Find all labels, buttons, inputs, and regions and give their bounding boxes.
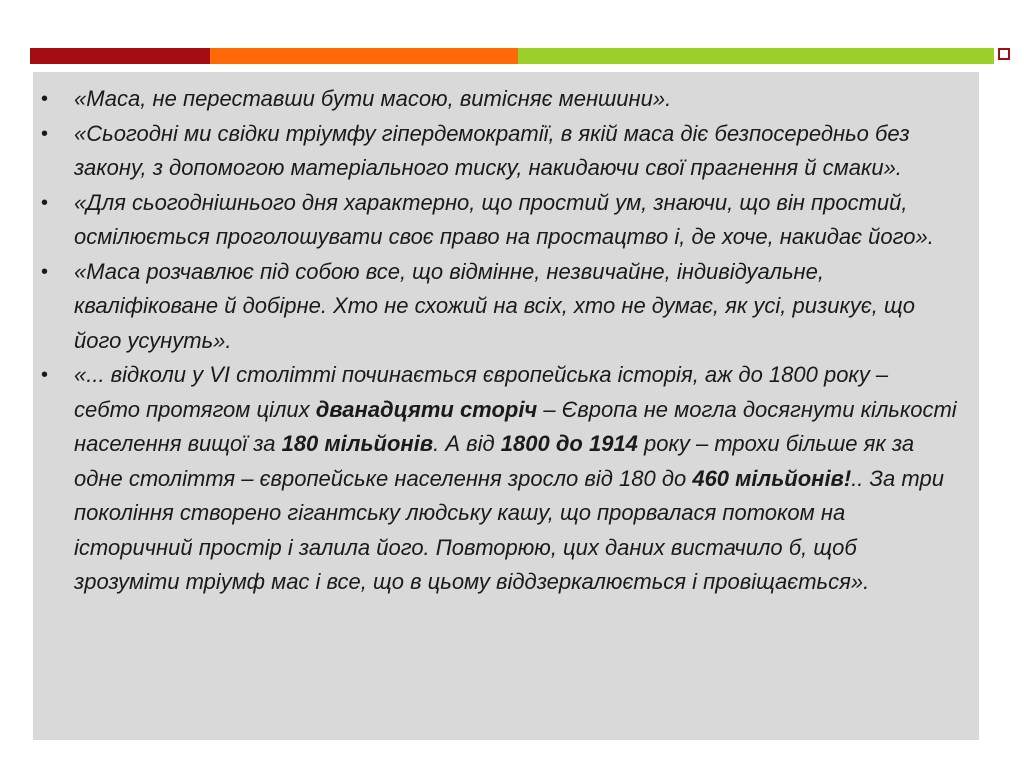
bullet-text: «Сьогодні ми свідки тріумфу гіпердемократії, в якій маса діє безпосередньо без закону, з допомогою матеріального тиску, накидаючи свої прагнення й смаки».	[74, 120, 910, 180]
list-item	[41, 117, 959, 186]
accent-segment-green	[518, 48, 994, 64]
text-part: «... відколи у VI столітті починається європейська історія, аж до 1800 року – себто протягом цілих	[74, 362, 889, 422]
bold-phrase: 1800 до 1914	[500, 431, 638, 456]
bullet-marker: •	[41, 364, 49, 386]
text-part: .. За три покоління створено гігантську людську кашу, що прорвалася потоком на історичний простір і залила його. Повторюю, цих даних вистачило б, щоб зрозуміти тріумф мас і все, що в цьому віддзеркалюється і провіщається».	[74, 465, 944, 594]
bold-phrase: 460 мільйонів!	[692, 465, 852, 491]
text-part: – Європа не могла досягнути кількості населення вищої за	[74, 396, 957, 456]
bullet-list	[41, 82, 959, 600]
bullet-text: «Маса, не переставши бути масою, витісняє меншини».	[74, 86, 672, 111]
list-item	[41, 358, 959, 600]
bullet-marker: •	[41, 122, 49, 145]
top-accent-bar	[30, 48, 994, 64]
bold-phrase: 180 мільйонів	[281, 431, 434, 456]
list-item	[41, 186, 959, 255]
accent-segment-red	[30, 48, 210, 64]
content-panel	[33, 72, 979, 740]
bullet-marker: •	[41, 88, 49, 110]
bullet-text: «Для сьогоднішнього дня характерно, що простий ум, знаючи, що він простий, осмілюється проголошувати своє право на простацтво і, де хоче, накидає його».	[74, 189, 934, 249]
bold-phrase: дванадцяти сторіч	[315, 396, 538, 422]
corner-square-marker	[998, 48, 1010, 60]
list-item	[41, 82, 959, 117]
text-part: . А від	[433, 431, 501, 456]
accent-segment-orange	[210, 48, 518, 64]
bullet-text: «Маса розчавлює під собою все, що відмінне, незвичайне, індивідуальне, кваліфіковане й добірне. Хто не схожий на всіх, хто не думає, як усі, ризикує, що його усунуть».	[74, 258, 915, 353]
list-item	[41, 255, 959, 359]
bullet-marker: •	[41, 260, 49, 283]
bullet-text	[74, 362, 957, 594]
text-part: року – трохи більше як за одне століття – європейське населення зросло від 180 до	[74, 431, 915, 491]
bullet-marker: •	[41, 191, 49, 214]
